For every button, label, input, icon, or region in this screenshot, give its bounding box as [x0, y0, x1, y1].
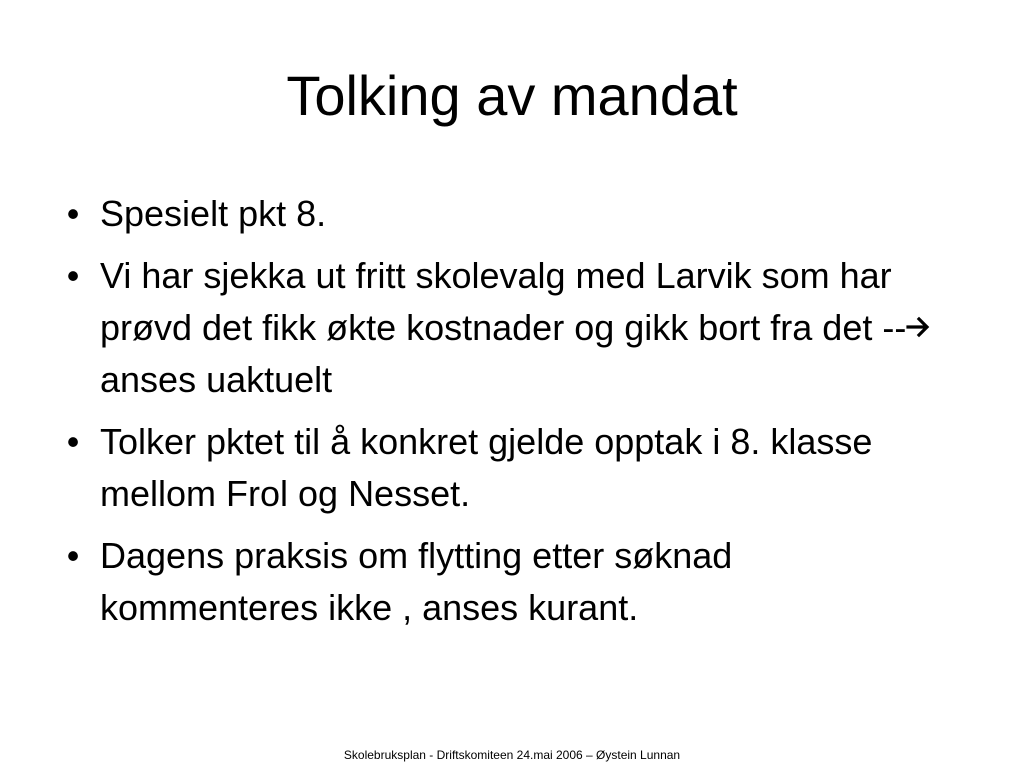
bullet-item — [58, 250, 958, 406]
right-arrow-icon — [906, 314, 932, 340]
bullet-list — [58, 188, 958, 644]
slide-footer: Skolebruksplan - Driftskomiteen 24.mai 2006 – Øystein Lunnan — [343, 748, 681, 762]
bullet-item — [58, 416, 958, 520]
bullet-dot: • — [66, 255, 80, 296]
bullet-item — [58, 530, 958, 634]
bullet-text: Spesielt pkt 8. — [100, 193, 327, 234]
bullet-dot: • — [66, 421, 80, 462]
bullet-dot: • — [66, 193, 80, 234]
bullet-text: Tolker pktet til å konkret gjelde opptak i 8. klasse mellom Frol og Nesset. — [100, 421, 873, 514]
bullet-item — [58, 188, 958, 240]
bullet-dot: • — [66, 535, 80, 576]
bullet-text: Dagens praksis om flytting etter søknad kommenteres ikke , anses kurant. — [100, 535, 733, 628]
bullet-text: Vi har sjekka ut fritt skolevalg med Larvik som har prøvd det fikk økte kostnader og gikk bort fra det -- — [100, 255, 907, 348]
slide-title: Tolking av mandat — [286, 64, 738, 127]
bullet-text-continued: anses uaktuelt — [100, 359, 333, 400]
